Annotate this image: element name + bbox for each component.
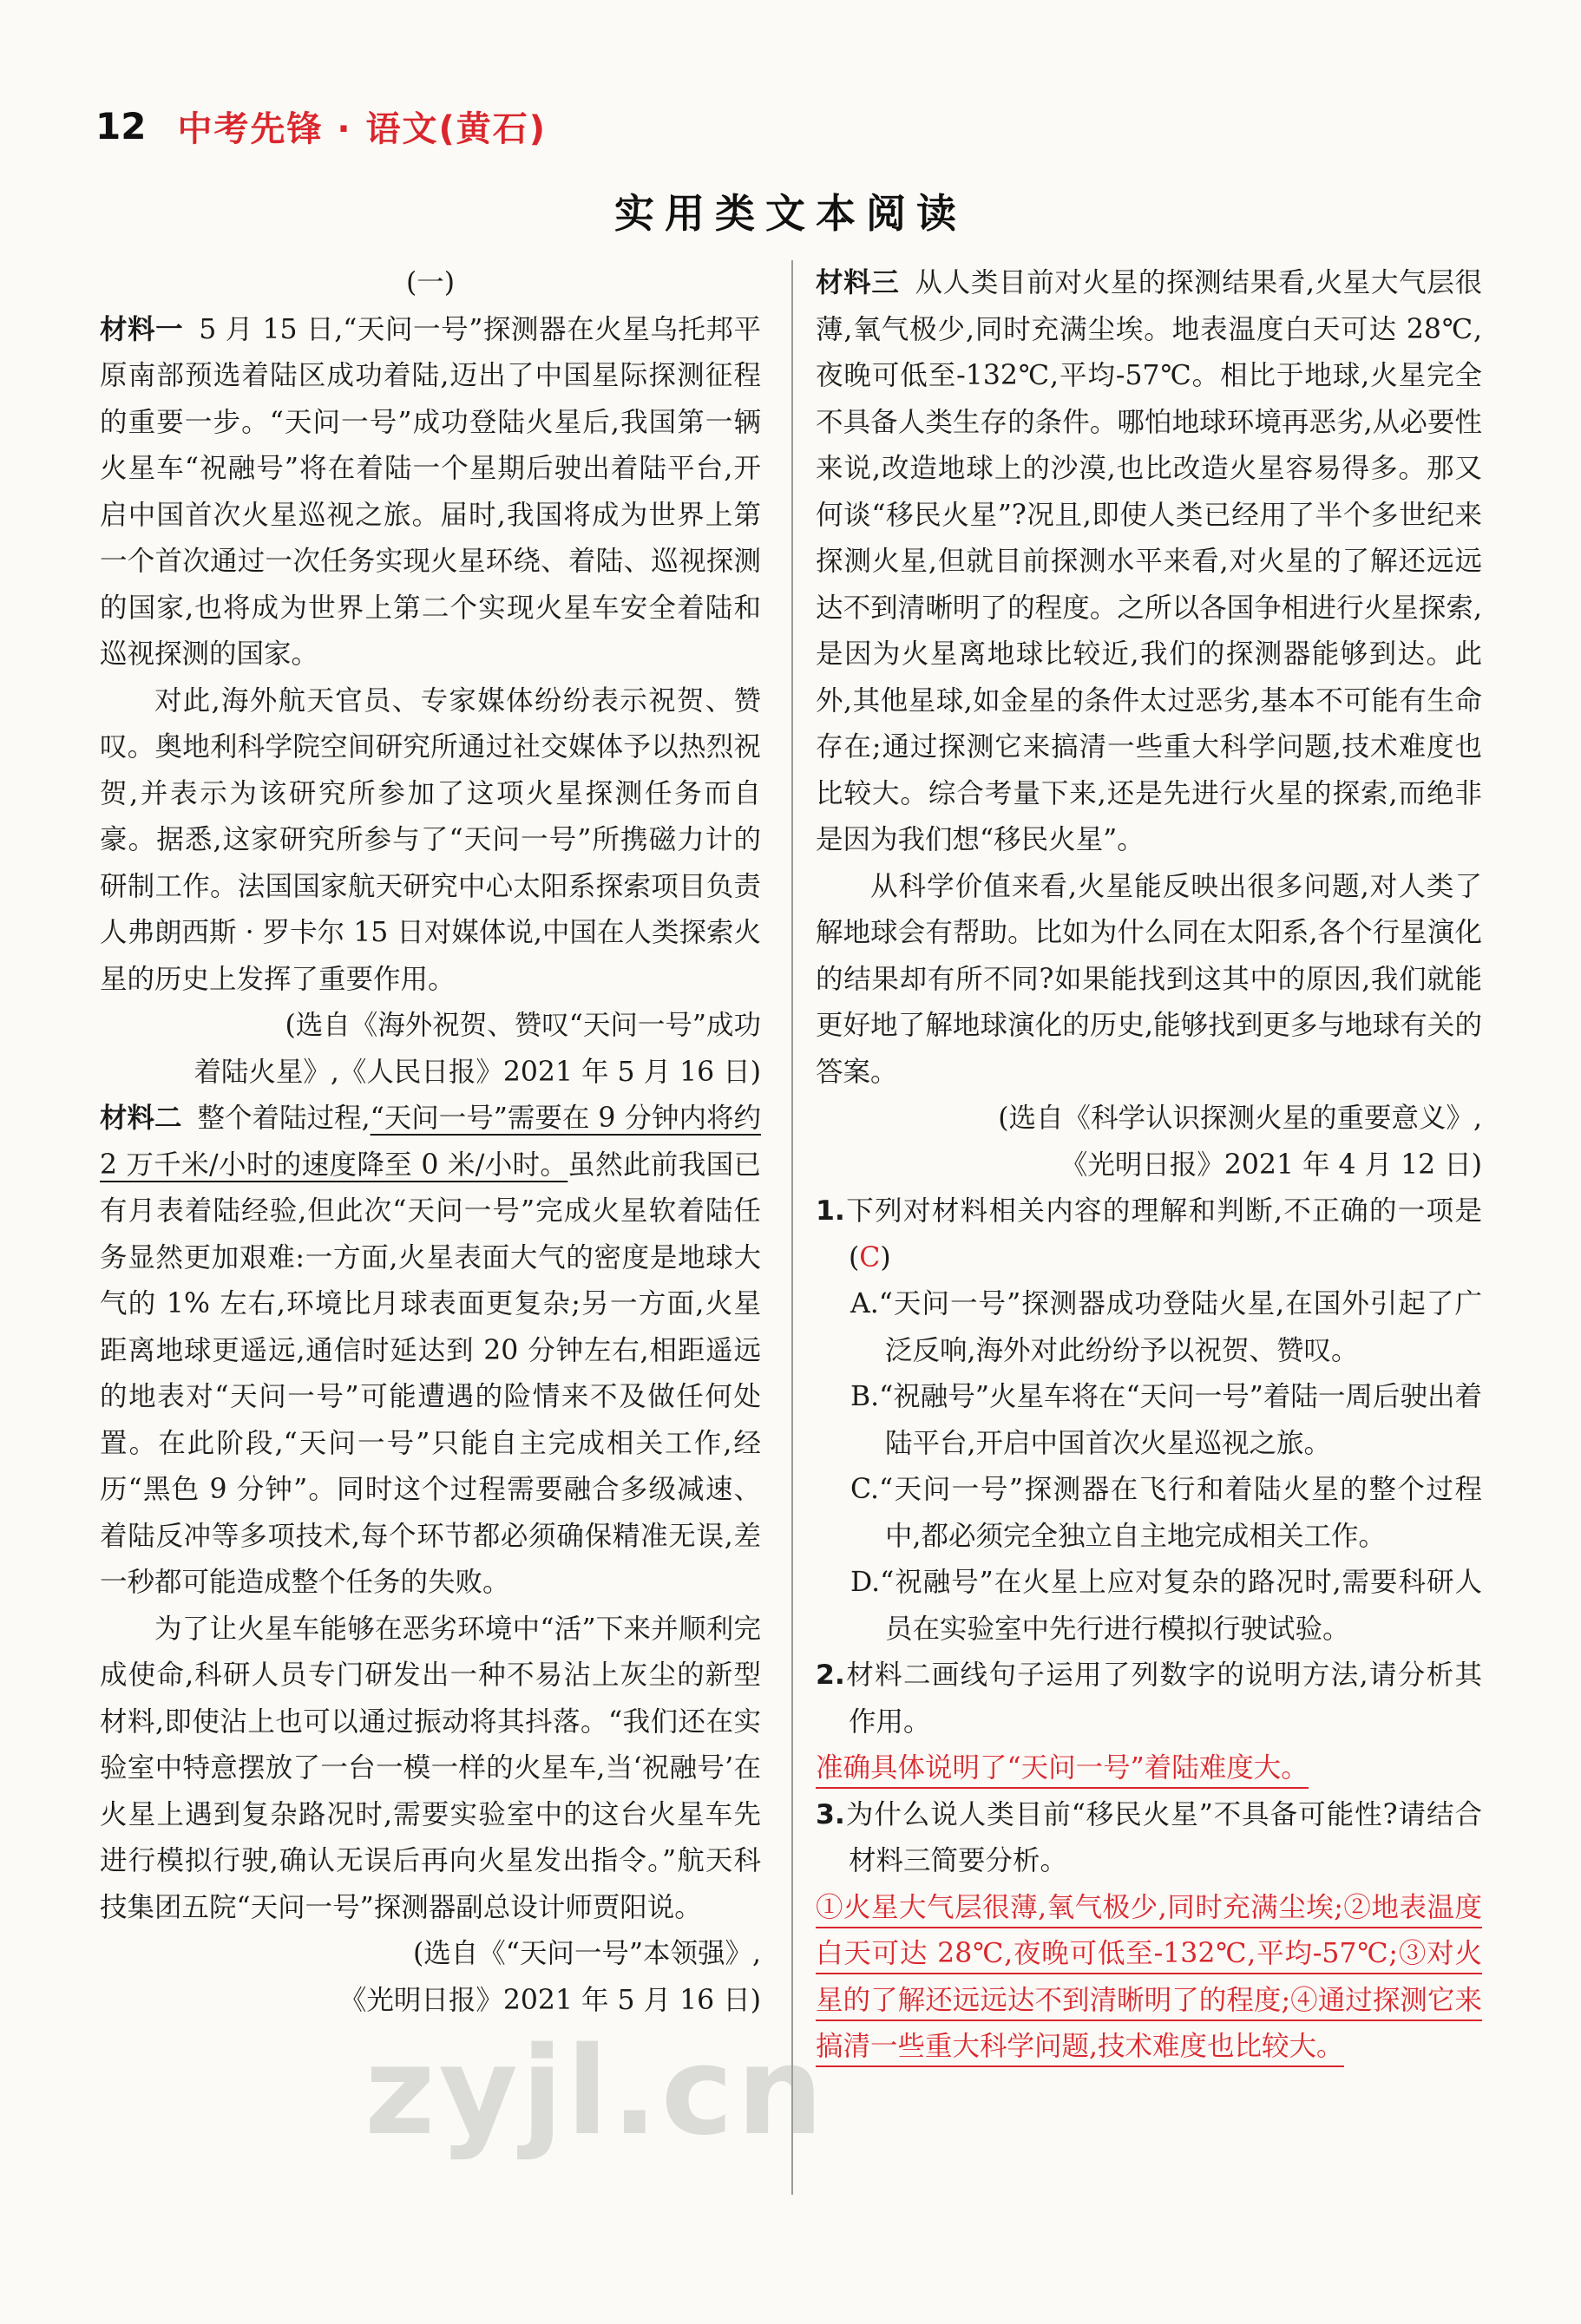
material-three-text: 从人类目前对火星的探测结果看,火星大气层很薄,氧气极少,同时充满尘埃。地表温度白天可达 28℃,夜晚可低至-132℃,平均-57℃。相比于地球,火星完全不具备人类生存的条件。哪怕地球环境再恶劣,从必要性来说,改造地球上的沙漠,也比改造火星容易得多。那又何谈“移民火星”?况且,即使人类已经用了半个多世纪来探测火星,但就目前探测水平来看,对火星的了解还远远达不到清晰明了的程度。之所以各国争相进行火星探索,是因为火星离地球比较近,我们的探测器能够到达。此外,其他星球,如金星的条件太过恶劣,基本不可能有生命存在;通过探测它来搞清一些重大科学问题,技术难度也比较大。综合考量下来,还是先进行火星的探索,而绝非是因为我们想“移民火星”。: [816, 267, 1482, 855]
material-one-paragraph-2: 对此,海外航天官员、专家媒体纷纷表示祝贺、赞叹。奥地利科学院空间研究所通过社交媒体予以热烈祝贺,并表示为该研究所参加了这项火星探测任务而自豪。据悉,这家研究所参与了“天问一号”所携磁力计的研制工作。法国国家航天研究中心太阳系探索项目负责人弗朗西斯 · 罗卡尔 15 日对媒体说,中国在人类探索火星的历史上发挥了重要作用。: [100, 684, 761, 995]
question-3-text: 为什么说人类目前“移民火星”不具备可能性?请结合材料三简要分析。: [844, 1798, 1482, 1876]
column-divider: [791, 260, 793, 2195]
material-three-label: 材料三: [816, 267, 900, 298]
material-two-label: 材料二: [100, 1103, 182, 1134]
material-two-paragraph-2: 为了让火星车能够在恶劣环境中“活”下来并顺利完成使命,科研人员专门研发出一种不易沾上灰尘的新型材料,即使沾上也可以通过振动将其抖落。“我们还在实验室中特意摆放了一台一模一样的火星车,当‘祝融号’在火星上遇到复杂路况时,需要实验室中的这台火星车先进行模拟行驶,确认无误后再向火星发出指令。”航天科技集团五院“天问一号”探测器副总设计师贾阳说。: [100, 1613, 761, 1923]
question-1-number: 1.: [816, 1195, 845, 1227]
option-c: C.“天问一号”探测器在飞行和着陆火星的整个过程中,都必须完全独立自主地完成相关工作。: [850, 1474, 1482, 1552]
part-heading: (一): [405, 267, 456, 298]
option-a: A.“天问一号”探测器成功登陆火星,在国外引起了广泛反响,海外对此纷纷予以祝贺、赞叹。: [850, 1288, 1482, 1366]
underlined-sentence: “天问一号”需要在 9 分钟内将约 2 万千米/小时的速度降至 0 米/小时。: [100, 1103, 761, 1181]
watermark: zyjl.cn: [364, 2021, 827, 2163]
right-column: [816, 260, 1482, 2071]
question-1-close: ): [880, 1241, 891, 1273]
book-title: 中考先锋 · 语文(黄石): [177, 108, 548, 149]
question-1-text: 下列对材料相关内容的理解和判断,不正确的一项是(: [844, 1195, 1482, 1273]
material-three-source-1: (选自《科学认识探测火星的重要意义》,: [998, 1103, 1482, 1134]
question-1: [816, 1188, 1482, 1281]
material-two-source-1: (选自《“天问一号”本领强》,: [412, 1938, 761, 1969]
material-two-paragraph: [100, 1096, 761, 1607]
material-one-paragraph: [100, 307, 761, 678]
material-three-paragraph: [816, 260, 1482, 864]
question-2-answer-text: 准确具体说明了“天问一号”着陆难度大。: [816, 1752, 1309, 1789]
material-one-text: 5 月 15 日,“天问一号”探测器在火星乌托邦平原南部预选着陆区成功着陆,迈出了中国星际探测征程的重要一步。“天问一号”成功登陆火星后,我国第一辆火星车“祝融号”将在着陆一个星期后驶出着陆平台,开启中国首次火星巡视之旅。届时,我国将成为世界上第一个首次通过一次任务实现火星环绕、着陆、巡视探测的国家,也将成为世界上第二个实现火星车安全着陆和巡视探测的国家。: [100, 313, 761, 670]
material-three-source-2: 《光明日报》2021 年 4 月 12 日): [1059, 1149, 1482, 1181]
option-b: B.“祝融号”火星车将在“天问一号”着陆一周后驶出着陆平台,开启中国首次火星巡视之旅。: [850, 1381, 1482, 1459]
question-2-answer: [816, 1745, 1482, 1792]
material-two-pre: 整个着陆过程,: [197, 1103, 371, 1134]
question-2-text: 材料二画线句子运用了列数字的说明方法,请分析其作用。: [844, 1660, 1482, 1738]
question-1-answer: C: [859, 1241, 881, 1273]
page-header: [95, 95, 547, 156]
question-2: [816, 1653, 1482, 1745]
material-two-post: 虽然此前我国已有月表着陆经验,但此次“天问一号”完成火星软着陆任务显然更加艰难:一方面,火星表面大气的密度是地球大气的 1% 左右,环境比月球表面更复杂;另一方面,火星距离地球更遥远,通信时延达到 20 分钟左右,相距遥远的地表对“天问一号”可能遭遇的险情来不及做任何处置。在此阶段,“天问一号”只能自主完成相关工作,经历“黑色 9 分钟”。同时这个过程需要融合多级减速、着陆反冲等多项技术,每个环节都必须确保精准无误,差一秒都可能造成整个任务的失败。: [100, 1149, 761, 1598]
question-2-number: 2.: [816, 1660, 845, 1691]
page-number: 12: [95, 104, 147, 147]
material-one-label: 材料一: [100, 313, 184, 345]
question-3: [816, 1792, 1482, 1885]
left-column: [100, 260, 761, 2024]
material-one-source-2: 着陆火星》,《人民日报》2021 年 5 月 16 日): [194, 1056, 761, 1088]
question-3-answer-text: ①火星大气层很薄,氧气极少,同时充满尘埃;②地表温度白天可达 28℃,夜晚可低至-132℃,平均-57℃;③对火星的了解还远远达不到清晰明了的程度;④通过探测它来搞清一些重大科学问题,技术难度也比较大。: [816, 1892, 1482, 2068]
material-two-source-2: 《光明日报》2021 年 5 月 16 日): [338, 1984, 761, 2016]
section-title: 实用类文本阅读: [614, 190, 967, 237]
question-3-answer: [816, 1885, 1482, 2071]
material-one-source-1: (选自《海外祝贺、赞叹“天问一号”成功: [285, 1010, 761, 1041]
question-3-number: 3.: [816, 1798, 845, 1830]
material-three-paragraph-2: 从科学价值来看,火星能反映出很多问题,对人类了解地球会有帮助。比如为什么同在太阳系,各个行星演化的结果却有所不同?如果能找到这其中的原因,我们就能更好地了解地球演化的历史,能够找到更多与地球有关的答案。: [816, 870, 1482, 1088]
option-d: D.“祝融号”在火星上应对复杂的路况时,需要科研人员在实验室中先行进行模拟行驶试验。: [850, 1567, 1482, 1645]
